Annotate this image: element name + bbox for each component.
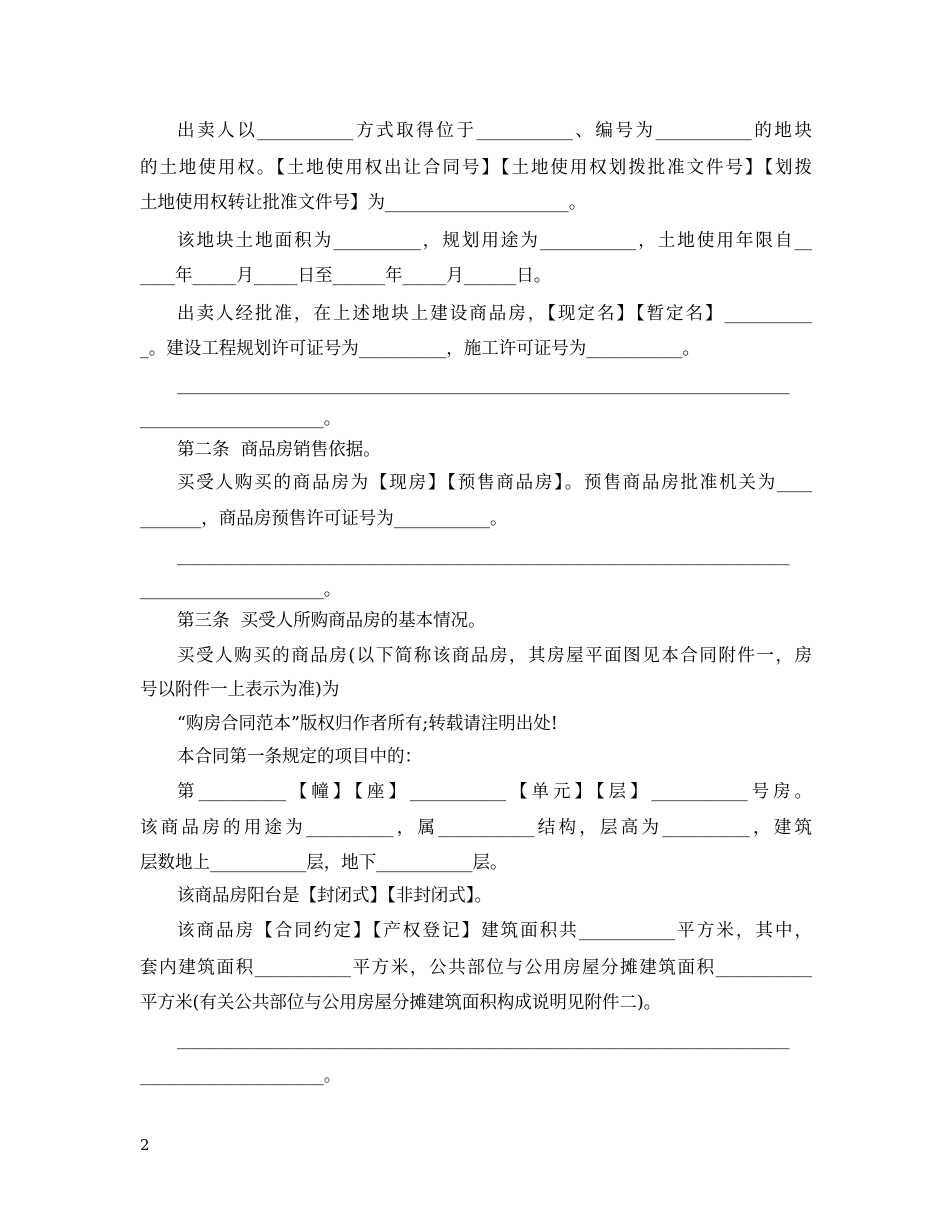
section-heading: 第三条 买受人所购商品房的基本情况。 [177,611,486,631]
text-line: _____________________。 [140,580,342,600]
text-line: 套内建筑面积___________平方米，公共部位与公用房屋分摊建筑面积___________ [140,958,812,978]
text-line: 号以附件一上表示为准)为 [140,680,340,700]
text-line: 平方米(有关公共部位与公用房屋分摊建筑面积构成说明见附件二)。 [140,993,662,1013]
text-line: 出卖人以___________方式取得位于___________、编号为___________的地块 [177,121,812,141]
text-line: _。建设工程规划许可证号为__________，施工许可证号为___________。 [140,339,700,359]
text-line: 该商品房的用途为__________，属___________结构，层高为__________，建筑 [140,818,812,838]
notice-line: “购房合同范本”版权归作者所有;转载请注明出处! [177,714,558,734]
text-line: 层数地上___________层，地下___________层。 [140,853,508,873]
text-line: _____________________。 [140,409,342,429]
text-line: _____________________。 [140,1066,342,1086]
text-line: 第__________【幢】【座】___________【单元】【层】___________号房。 [177,782,812,802]
text-line: 买受人购买的商品房为【现房】【预售商品房】。预售商品房批准机关为____ [177,473,812,493]
text-line: 买受人购买的商品房(以下简称该商品房，其房屋平面图见本合同附件一，房 [177,646,812,666]
text-line: 本合同第一条规定的项目中的： [177,747,422,767]
text-line: 出卖人经批准，在上述地块上建设商品房，【现定名】【暂定名】__________ [177,304,812,324]
text-line: _______，商品房预售许可证号为___________。 [140,509,508,529]
text-line: 该商品房阳台是【封闭式】【非封闭式】。 [177,886,492,906]
text-line: 该商品房【合同约定】【产权登记】建筑面积共___________平方米，其中， [177,921,812,941]
text-line: 土地使用权转让批准文件号】为_____________________。 [140,193,587,213]
text-line: 该地块土地面积为__________，规划用途为___________，土地使用年限自__ [177,231,812,251]
section-heading: 第二条 商品房销售依据。 [177,440,381,460]
blank-line: ______________________________________________________________________ [177,546,790,566]
page-number: 2 [140,1136,150,1154]
blank-line: ______________________________________________________________________ [177,1030,790,1050]
blank-line: ______________________________________________________________________ [177,375,790,395]
text-line: 的土地使用权。【土地使用权出让合同号】【土地使用权划拨批准文件号】【划拨 [140,158,812,178]
text-line: ____年_____月_____日至______年_____月______日。 [140,266,552,286]
